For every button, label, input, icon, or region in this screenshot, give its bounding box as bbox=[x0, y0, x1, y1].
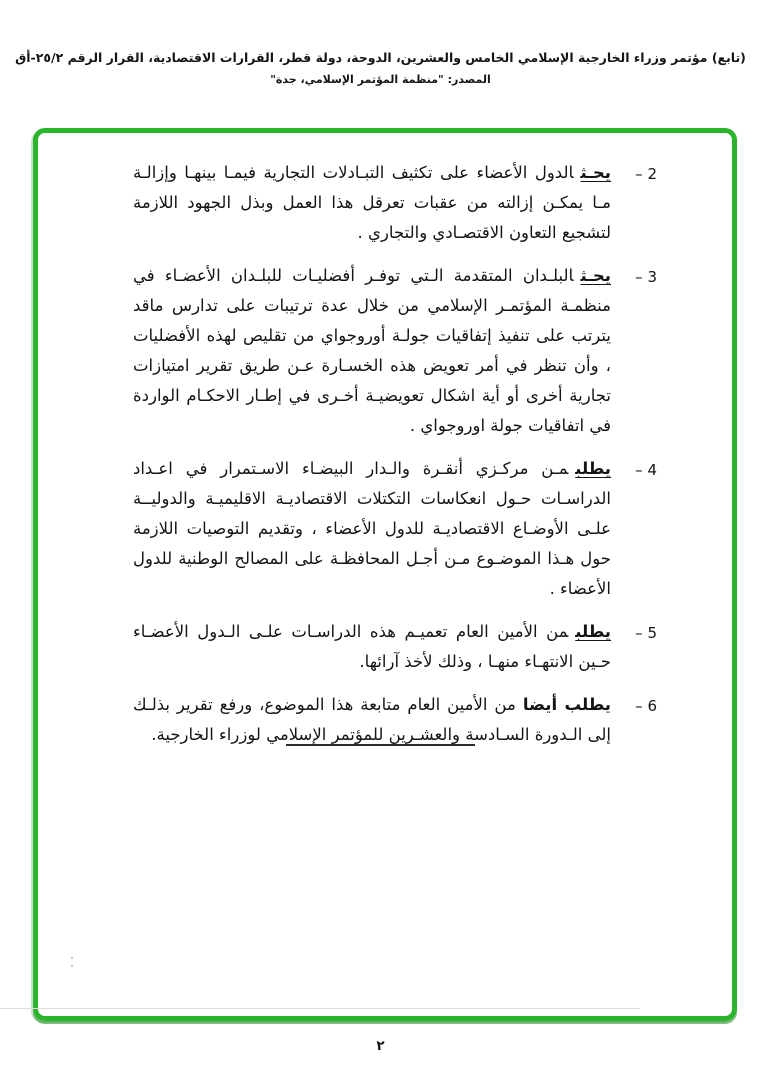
clause-body-text: مـن مركـزي أنقـرة والـدار البيضـاء الاسـتمرار في اعـداد الدراسـات حـول انعكاسات التكتلات الاقتصاديـة الاقليميـة والدوليــة علـى الأوضـاع الاقتصاديـة للدول الأعضاء ، وتقديم التوصيات اللازمة حول هـذا الموضـوع مـن أجـل المحافظـة على المصالح الوطنية للدول الأعضاء . bbox=[133, 459, 611, 598]
clause-text bbox=[133, 454, 611, 604]
resolution-clauses bbox=[133, 158, 657, 763]
clause-text bbox=[133, 261, 611, 441]
clause-body-text: من الأمين العام متابعة هذا الموضوع، ورفع تقرير بذلـك إلى الـدورة السـادسة والعشـرين للمؤتمر الإسلامي لوزراء الخارجية. bbox=[133, 695, 611, 744]
resolution-clause bbox=[133, 454, 657, 604]
scan-shadow-line bbox=[0, 1008, 640, 1009]
page-number: ٢ bbox=[376, 1038, 385, 1054]
header-source-line: المصدر: "منظمة المؤتمر الإسلامي، جدة" bbox=[270, 73, 491, 86]
clause-text bbox=[133, 690, 611, 750]
clause-number: 3 – bbox=[635, 268, 657, 286]
scan-artifact-dots bbox=[71, 957, 73, 959]
resolution-clause bbox=[133, 617, 657, 677]
clause-body-text: البلـدان المتقدمة الـتي توفـر أفضليـات للبلـدان الأعضـاء في منظمـة المؤتمـر الإسلامي من خلال عدة ترتيبات على تدارس ماقد يترتب على تنفيذ إتفاقيات جولـة أوروجواي من تقليص لهذه الأفضليات ، وأن تنظر في أمر تعويض هذه الخسـارة عـن طريق تقرير امتيازات تجارية أخرى أو أية اشكال تعويضيـة أخـرى في إطـار الاحكـام الواردة في اتفاقيات جولة اوروجواي . bbox=[133, 266, 611, 435]
resolution-clause bbox=[133, 261, 657, 441]
section-divider-rule bbox=[286, 744, 475, 746]
clause-operative-word: يحـث bbox=[580, 266, 611, 285]
clause-operative-word: يحـث bbox=[580, 163, 611, 182]
resolution-clause bbox=[133, 690, 657, 750]
header-title-line: (تابع) مؤتمر وزراء الخارجية الإسلامي الخامس والعشرين، الدوحة، دولة قطر، القرارات الاقتصادية، القرار الرقم ٢٥/٢-أق bbox=[15, 50, 746, 65]
clause-number: 4 – bbox=[635, 461, 657, 479]
clause-text bbox=[133, 158, 611, 248]
clause-number: 5 – bbox=[635, 624, 657, 642]
clause-body-text: الدول الأعضاء على تكثيف التبـادلات التجارية فيمـا بينهـا وإزالـة مـا يمكـن إزالته من عقبات تعرقل هذا العمل وبذل الجهود اللازمة لتشجيع التعاون الاقتصـادي والتجاري . bbox=[133, 163, 611, 242]
clause-body-text: من الأمين العام تعميـم هذه الدراسـات علـى الـدول الأعضـاء حـين الانتهـاء منهـا ، وذلك لأخذ آرائها. bbox=[133, 622, 611, 671]
clause-number: 2 – bbox=[635, 165, 657, 183]
clause-operative-word: يطلب bbox=[575, 622, 611, 641]
clause-operative-word: يطلب bbox=[575, 459, 611, 478]
resolution-clause bbox=[133, 158, 657, 248]
clause-text bbox=[133, 617, 611, 677]
clause-operative-word: يطلب أيضا bbox=[522, 695, 611, 714]
clause-number: 6 – bbox=[635, 697, 657, 715]
document-header bbox=[0, 50, 761, 86]
